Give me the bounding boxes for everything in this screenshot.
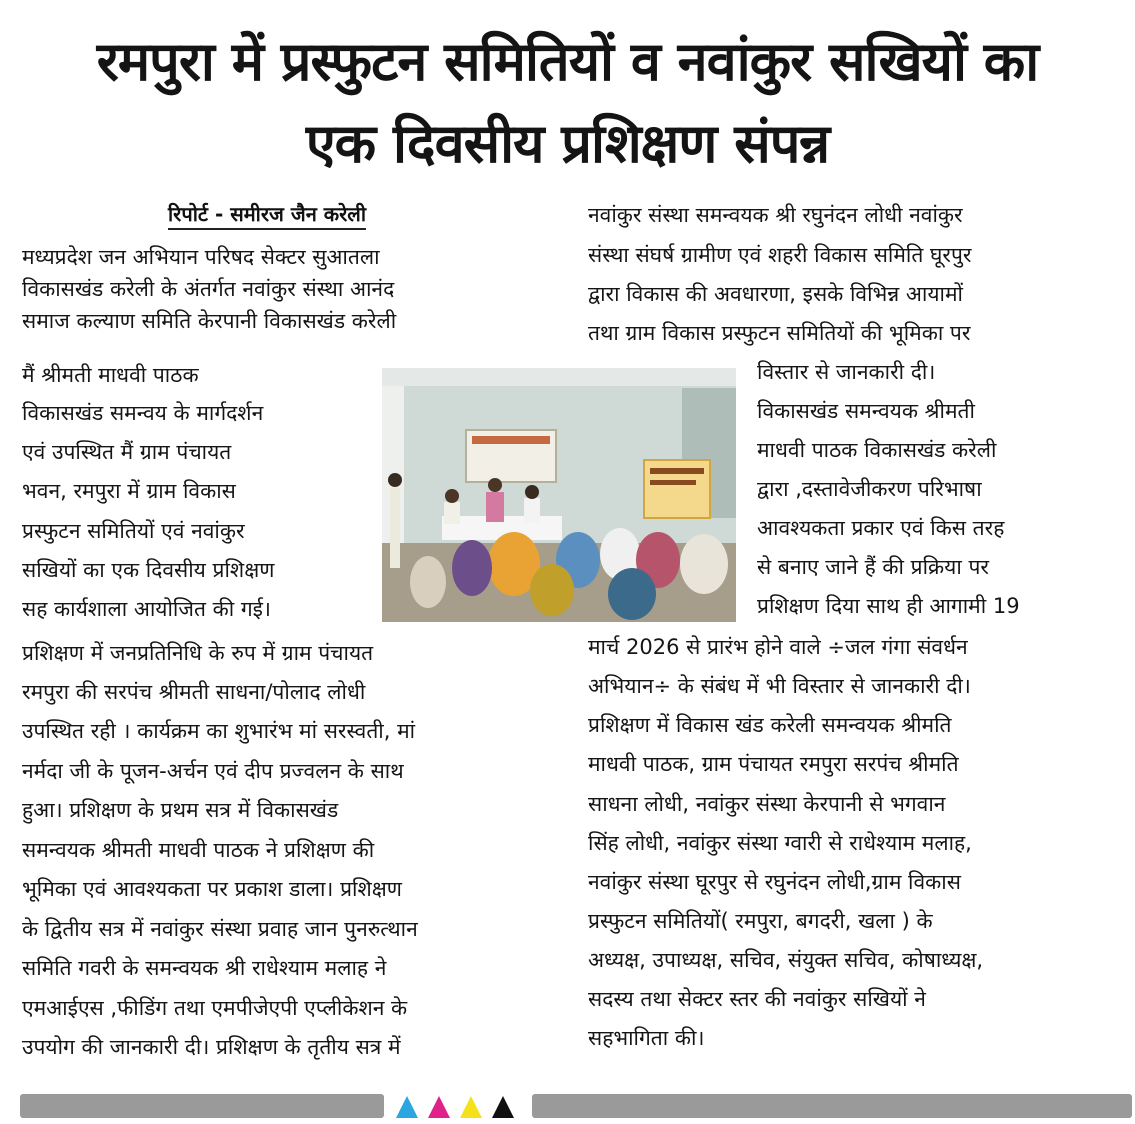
headline-line-2: एक दिवसीय प्रशिक्षण संपन्न <box>305 112 830 175</box>
yellow-triangle-icon <box>460 1096 482 1118</box>
right-text-line: संस्था संघर्ष ग्रामीण एवं शहरी विकास समिति घूरपुर <box>588 243 972 267</box>
left-text-line: उपस्थित रही । कार्यक्रम का शुभारंभ मां सरस्वती, मां <box>22 719 416 743</box>
right-text-line: माधवी पाठक विकासखंड करेली <box>757 438 997 462</box>
right-text-line: मार्च 2026 से प्रारंभ होने वाले ÷जल गंगा संवर्धन <box>588 635 968 659</box>
bottom-rule-right <box>532 1094 1132 1118</box>
left-text-line: प्रस्फुटन समितियों एवं नवांकुर <box>22 519 245 543</box>
right-text-line: प्रशिक्षण दिया साथ ही आगामी 19 <box>757 594 1020 618</box>
event-photo <box>382 368 736 622</box>
right-text-line: द्वारा विकास की अवधारणा, इसके विभिन्न आयामों <box>588 282 963 306</box>
left-text-line: समन्वयक श्रीमती माधवी पाठक ने प्रशिक्षण की <box>22 838 375 862</box>
right-text-line: साधना लोधी, नवांकुर संस्था केरपानी से भगवान <box>588 792 946 816</box>
right-text-line: अध्यक्ष, उपाध्यक्ष, सचिव, संयुक्त सचिव, कोषाध्यक्ष, <box>588 948 984 972</box>
left-text-line: मैं श्रीमती माधवी पाठक <box>22 363 199 387</box>
left-text-line: भूमिका एवं आवश्यकता पर प्रकाश डाला। प्रशिक्षण <box>22 877 402 901</box>
right-text-line: प्रस्फुटन समितियों( रमपुरा, बगदरी, खला ) के <box>588 909 933 933</box>
right-text-line: सदस्य तथा सेक्टर स्तर की नवांकुर सखियों ने <box>588 987 926 1011</box>
right-text-line: नवांकुर संस्था समन्वयक श्री रघुनंदन लोधी नवांकुर <box>588 203 963 227</box>
left-text-line: विकासखंड समन्वय के मार्गदर्शन <box>22 401 264 425</box>
black-triangle-icon <box>492 1096 514 1118</box>
right-text-line: विस्तार से जानकारी दी। <box>757 360 936 384</box>
cyan-triangle-icon <box>396 1096 418 1118</box>
bottom-rule-left <box>20 1094 384 1118</box>
right-text-line: नवांकुर संस्था घूरपुर से रघुनंदन लोधी,ग्राम विकास <box>588 870 961 894</box>
left-text-line: एमआईएस ,फीडिंग तथा एमपीजेएपी एप्लीकेशन के <box>22 996 408 1020</box>
left-text-line: उपयोग की जानकारी दी। प्रशिक्षण के तृतीय सत्र में <box>22 1035 401 1059</box>
byline: रिपोर्ट - समीरज जैन करेली <box>168 200 366 230</box>
right-text-line: माधवी पाठक, ग्राम पंचायत रमपुरा सरपंच श्रीमति <box>588 752 959 776</box>
left-text-line: समिति गवरी के समन्वयक श्री राधेश्याम मलाह ने <box>22 956 387 980</box>
left-text-line: हुआ। प्रशिक्षण के प्रथम सत्र में विकासखंड <box>22 798 339 822</box>
magenta-triangle-icon <box>428 1096 450 1118</box>
right-text-line: विकासखंड समन्वयक श्रीमती <box>757 399 975 423</box>
left-text-line: प्रशिक्षण में जनप्रतिनिधि के रुप में ग्राम पंचायत <box>22 641 374 665</box>
headline-line-1: रमपुरा में प्रस्फुटन समितियों व नवांकुर सखियों का <box>96 30 1039 93</box>
left-text-line: मध्यप्रदेश जन अभियान परिषद सेक्टर सुआतला <box>22 245 380 269</box>
left-text-line: सखियों का एक दिवसीय प्रशिक्षण <box>22 558 275 582</box>
left-text-line: समाज कल्याण समिति केरपानी विकासखंड करेली <box>22 309 397 333</box>
right-text-line: आवश्यकता प्रकार एवं किस तरह <box>757 516 1005 540</box>
left-text-line: के द्वितीय सत्र में नवांकुर संस्था प्रवाह जान पुनरुत्थान <box>22 917 418 941</box>
right-text-line: सिंह लोधी, नवांकुर संस्था ग्वारी से राधेश्याम मलाह, <box>588 831 972 855</box>
right-text-line: से बनाए जाने हैं की प्रक्रिया पर <box>757 555 989 579</box>
right-text-line: सहभागिता की। <box>588 1026 705 1050</box>
right-text-line: अभियान÷ के संबंध में भी विस्तार से जानकारी दी। <box>588 674 971 698</box>
right-text-line: तथा ग्राम विकास प्रस्फुटन समितियों की भूमिका पर <box>588 321 971 345</box>
left-text-line: विकासखंड करेली के अंतर्गत नवांकुर संस्था आनंद <box>22 277 395 301</box>
left-text-line: भवन, रमपुरा में ग्राम विकास <box>22 479 236 503</box>
right-text-line: द्वारा ,दस्तावेजीकरण परिभाषा <box>757 477 982 501</box>
registration-marks <box>394 1094 522 1120</box>
left-text-line: रमपुरा की सरपंच श्रीमती साधना/पोलाद लोधी <box>22 680 366 704</box>
right-text-line: प्रशिक्षण में विकास खंड करेली समन्वयक श्रीमति <box>588 713 952 737</box>
left-text-line: एवं उपस्थित मैं ग्राम पंचायत <box>22 440 232 464</box>
left-text-line: सह कार्यशाला आयोजित की गई। <box>22 597 271 621</box>
left-text-line: नर्मदा जी के पूजन-अर्चन एवं दीप प्रज्वलन के साथ <box>22 759 404 783</box>
